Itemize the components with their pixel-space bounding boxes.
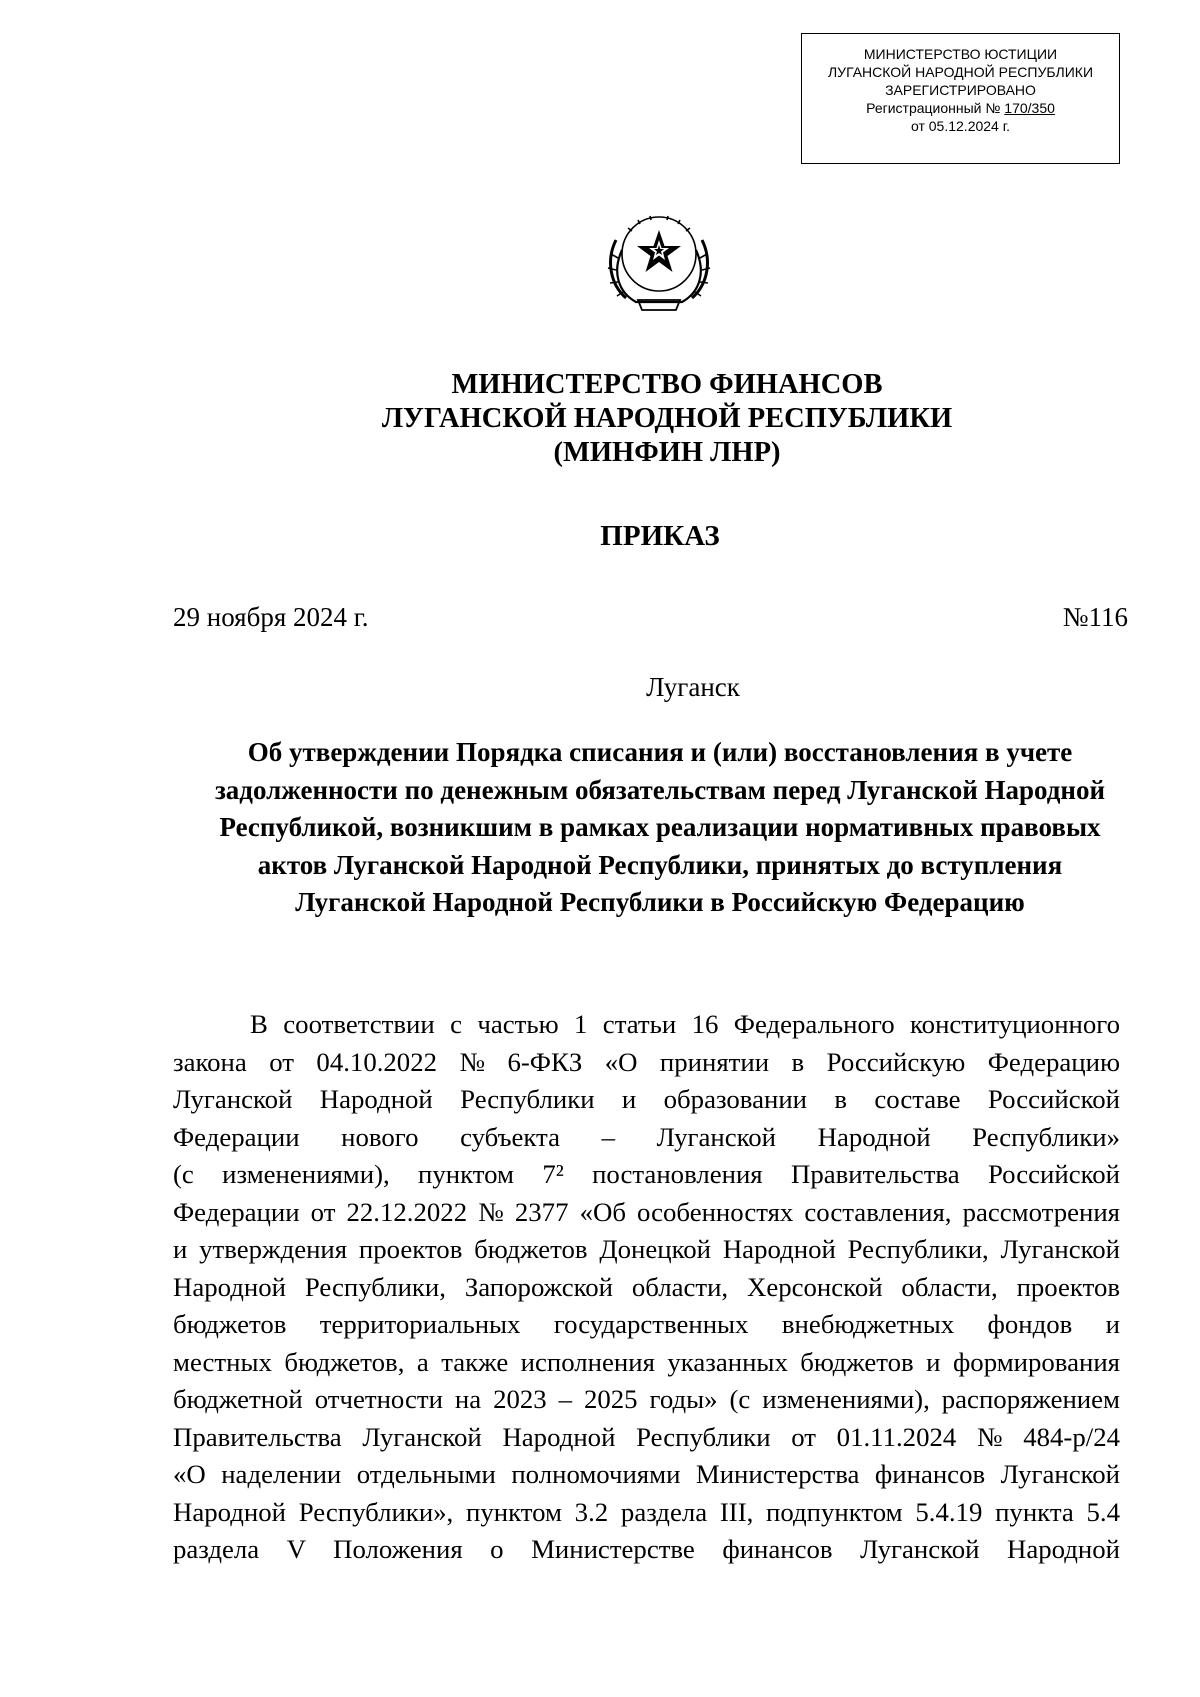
body-line: Народной Республики», пунктом 3.2 раздела III, подпунктом 5.4.19 пункта 5.4 <box>173 1496 1120 1527</box>
title-line: Республикой, возникшим в рамках реализации нормативных правовых <box>219 812 1101 842</box>
ministry-name-line: ЛУГАНСКОЙ НАРОДНОЙ РЕСПУБЛИКИ <box>381 403 953 434</box>
body-line: (с изменениями), пунктом 7² постановления Правительства Российской <box>173 1159 1120 1189</box>
stamp-reg-prefix: Регистрационный № <box>866 100 1005 116</box>
stamp-registration <box>802 99 1119 117</box>
body-line: В соответствии с частью 1 статьи 16 Федерального конституционного <box>250 1009 1120 1039</box>
registration-stamp <box>801 33 1120 164</box>
body-line: закона от 04.10.2022 № 6-ФКЗ «О принятии в Российскую Федерацию <box>173 1046 1120 1077</box>
title-line: Луганской Народной Республики в Российскую Федерацию <box>295 887 1025 917</box>
body-line: Федерации от 22.12.2022 № 2377 «Об особенностях составления, рассмотрения <box>173 1196 1120 1227</box>
stamp-line: ЛУГАНСКОЙ НАРОДНОЙ РЕСПУБЛИКИ <box>827 64 1093 80</box>
coat-of-arms-icon <box>598 200 720 318</box>
body-line: Народной Республики, Запорожской области, Херсонской области, проектов <box>173 1271 1120 1302</box>
order-body <box>173 1006 1120 1569</box>
body-line: и утверждения проектов бюджетов Донецкой Народной Республики, Луганской <box>173 1234 1120 1264</box>
body-line: местных бюджетов, а также исполнения указанных бюджетов и формирования <box>173 1346 1120 1377</box>
title-line: Об утверждении Порядка списания и (или) восстановления в учете <box>247 737 1073 767</box>
stamp-line: МИНИСТЕРСТВО ЮСТИЦИИ <box>863 46 1058 62</box>
body-line: бюджетной отчетности на 2023 – 2025 годы» (с изменениями), распоряжением <box>173 1384 1120 1414</box>
order-city: Луганск <box>646 672 740 702</box>
body-line: Луганской Народной Республики и образовании в составе Российской <box>173 1084 1120 1114</box>
order-title <box>180 734 1140 922</box>
stamp-date: от 05.12.2024 г. <box>910 118 1011 134</box>
title-line: задолженности по денежным обязательствам перед Луганской Народной <box>214 774 1106 805</box>
title-line: актов Луганской Народной Республики, принятых до вступления <box>257 849 1063 880</box>
order-number: №116 <box>1062 602 1128 632</box>
order-date: 29 ноября 2024 г. <box>173 602 369 632</box>
body-line: Федерации нового субъекта – Луганской Народной Республики» <box>173 1121 1120 1152</box>
ministry-abbreviation: (МИНФИН ЛНР) <box>553 437 781 468</box>
stamp-reg-number: 170/350 <box>1004 100 1055 116</box>
document-type: ПРИКАЗ <box>600 520 720 552</box>
body-line: раздела V Положения о Министерстве финансов Луганской Народной <box>173 1534 1120 1564</box>
body-line: бюджетов территориальных государственных внебюджетных фондов и <box>173 1309 1120 1339</box>
ministry-header <box>0 368 1200 470</box>
stamp-line: ЗАРЕГИСТРИРОВАНО <box>885 82 1036 98</box>
ministry-name-line: МИНИСТЕРСТВО ФИНАНСОВ <box>451 369 883 400</box>
body-line: «О наделении отдельными полномочиями Министерства финансов Луганской <box>173 1459 1120 1489</box>
body-line: Правительства Луганской Народной Республики от 01.11.2024 № 484-р/24 <box>173 1421 1120 1452</box>
